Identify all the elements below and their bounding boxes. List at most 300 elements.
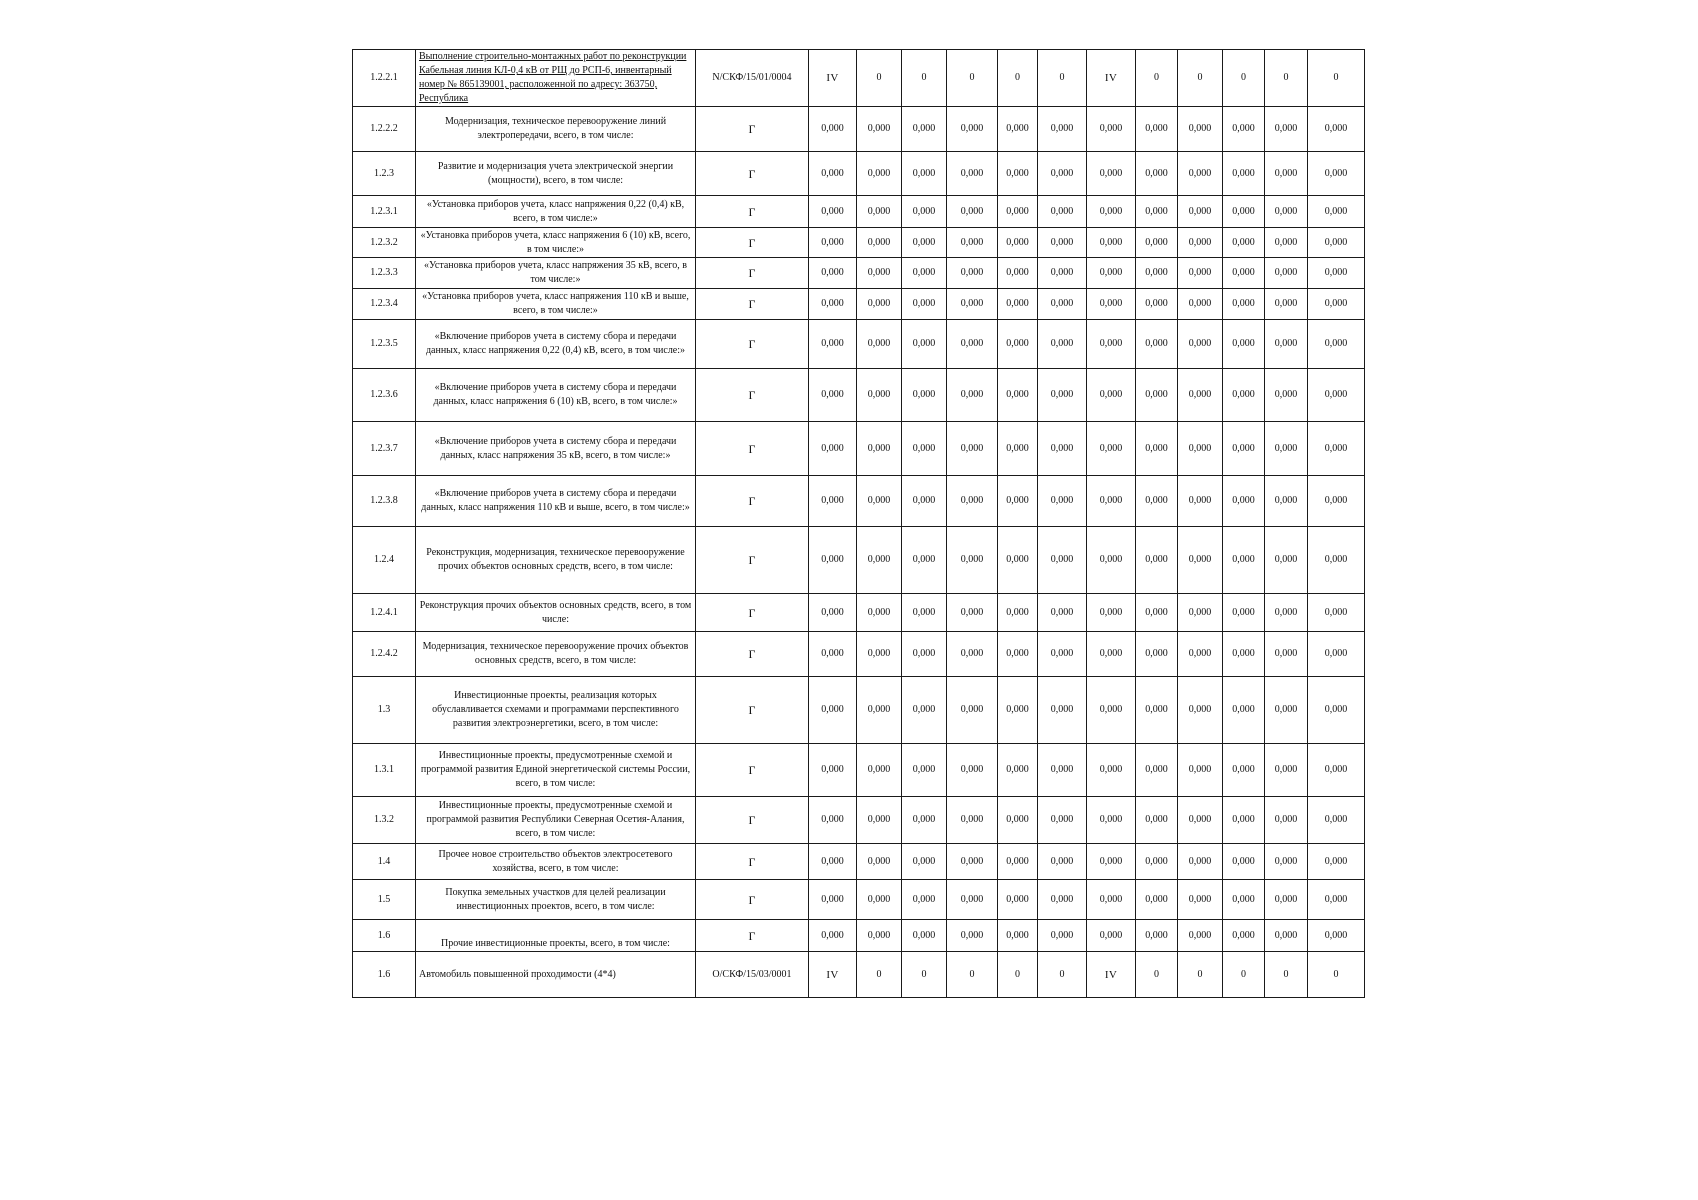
row-code: Г [696, 920, 809, 952]
value-cell: 0,000 [1308, 196, 1365, 228]
row-number: 1.2.3.7 [353, 422, 416, 476]
value-cell: 0,000 [902, 797, 947, 844]
row-code: Г [696, 289, 809, 320]
row-name: Инвестиционные проекты, предусмотренные схемой и программой развития Единой энергетической системы России, всего, в том числе: [416, 744, 696, 797]
value-cell: 0 [947, 50, 998, 107]
table-row [353, 744, 1365, 797]
value-cell: 0,000 [1038, 632, 1087, 677]
value-cell: 0,000 [1178, 196, 1223, 228]
value-cell: 0,000 [1087, 844, 1136, 880]
value-cell: 0,000 [1087, 677, 1136, 744]
value-cell: 0,000 [1136, 476, 1178, 527]
value-cell: 0,000 [902, 320, 947, 369]
value-cell: 0,000 [902, 744, 947, 797]
value-cell: 0,000 [1178, 289, 1223, 320]
value-cell: 0,000 [1178, 152, 1223, 196]
value-cell: 0,000 [1038, 228, 1087, 258]
table-row [353, 677, 1365, 744]
value-cell: 0,000 [1038, 369, 1087, 422]
value-cell: 0,000 [1223, 594, 1265, 632]
table-row [353, 152, 1365, 196]
value-cell: 0,000 [998, 228, 1038, 258]
value-cell: 0,000 [857, 594, 902, 632]
table-container [352, 49, 1364, 998]
value-cell: 0 [1223, 952, 1265, 998]
row-number: 1.3 [353, 677, 416, 744]
value-cell: 0,000 [1265, 844, 1308, 880]
value-cell: 0,000 [998, 320, 1038, 369]
table-row [353, 797, 1365, 844]
value-cell: 0,000 [1308, 632, 1365, 677]
row-code: Г [696, 196, 809, 228]
value-cell: 0,000 [1038, 476, 1087, 527]
value-cell: 0,000 [809, 476, 857, 527]
value-cell: 0,000 [809, 152, 857, 196]
row-number: 1.6 [353, 920, 416, 952]
value-cell: 0,000 [998, 527, 1038, 594]
row-name: Прочие инвестиционные проекты, всего, в том числе: [416, 920, 696, 952]
row-name: «Установка приборов учета, класс напряжения 6 (10) кВ, всего, в том числе:» [416, 228, 696, 258]
value-cell: 0,000 [1223, 744, 1265, 797]
value-cell: 0,000 [1265, 320, 1308, 369]
value-cell: 0,000 [1087, 258, 1136, 289]
value-cell: 0,000 [1265, 920, 1308, 952]
value-cell: 0,000 [857, 152, 902, 196]
value-cell: IV [1087, 952, 1136, 998]
row-name: Покупка земельных участков для целей реализации инвестиционных проектов, всего, в том числе: [416, 880, 696, 920]
value-cell: 0,000 [1265, 228, 1308, 258]
value-cell: 0,000 [809, 744, 857, 797]
table-row [353, 880, 1365, 920]
value-cell: 0,000 [1308, 258, 1365, 289]
value-cell: IV [809, 50, 857, 107]
value-cell: 0,000 [998, 920, 1038, 952]
row-number: 1.2.3.4 [353, 289, 416, 320]
value-cell: 0,000 [1308, 476, 1365, 527]
row-code: Г [696, 594, 809, 632]
row-number: 1.2.3.6 [353, 369, 416, 422]
value-cell: 0,000 [1178, 422, 1223, 476]
value-cell: 0,000 [857, 228, 902, 258]
value-cell: 0 [1308, 952, 1365, 998]
row-number: 1.2.3 [353, 152, 416, 196]
value-cell: 0,000 [857, 744, 902, 797]
value-cell: 0,000 [809, 797, 857, 844]
value-cell: 0,000 [947, 289, 998, 320]
value-cell: 0,000 [1178, 677, 1223, 744]
value-cell: 0,000 [1136, 594, 1178, 632]
value-cell: 0,000 [1136, 320, 1178, 369]
value-cell: 0 [1136, 50, 1178, 107]
value-cell: 0,000 [809, 594, 857, 632]
value-cell: 0,000 [1265, 107, 1308, 152]
value-cell: 0,000 [947, 320, 998, 369]
value-cell: 0,000 [1308, 527, 1365, 594]
value-cell: 0,000 [902, 422, 947, 476]
table-row [353, 369, 1365, 422]
value-cell: 0,000 [998, 880, 1038, 920]
table-row [353, 844, 1365, 880]
value-cell: 0,000 [998, 594, 1038, 632]
value-cell: 0,000 [902, 880, 947, 920]
value-cell: 0,000 [1038, 880, 1087, 920]
value-cell: 0,000 [1038, 920, 1087, 952]
value-cell: 0,000 [809, 196, 857, 228]
row-name: Инвестиционные проекты, реализация которых обуславливается схемами и программами перспективного развития электроэнергетики, всего, в том числе: [416, 677, 696, 744]
value-cell: 0,000 [1038, 422, 1087, 476]
value-cell: 0,000 [902, 632, 947, 677]
value-cell: 0,000 [1178, 632, 1223, 677]
row-number: 1.4 [353, 844, 416, 880]
value-cell: 0,000 [809, 228, 857, 258]
row-code: Г [696, 677, 809, 744]
value-cell: 0,000 [1223, 422, 1265, 476]
row-name: «Установка приборов учета, класс напряжения 0,22 (0,4) кВ, всего, в том числе:» [416, 196, 696, 228]
row-number: 1.2.3.1 [353, 196, 416, 228]
value-cell: 0,000 [1223, 880, 1265, 920]
row-code: N/СКФ/15/01/0004 [696, 50, 809, 107]
row-code: Г [696, 797, 809, 844]
value-cell: 0,000 [1223, 797, 1265, 844]
row-name: Автомобиль повышенной проходимости (4*4) [416, 952, 696, 998]
value-cell: 0,000 [1136, 152, 1178, 196]
value-cell: 0,000 [1178, 920, 1223, 952]
value-cell: 0 [902, 952, 947, 998]
row-number: 1.2.4.1 [353, 594, 416, 632]
value-cell: 0,000 [1308, 844, 1365, 880]
value-cell: 0,000 [1265, 422, 1308, 476]
value-cell: IV [809, 952, 857, 998]
row-name: «Установка приборов учета, класс напряжения 110 кВ и выше, всего, в том числе:» [416, 289, 696, 320]
row-number: 1.3.1 [353, 744, 416, 797]
value-cell: 0,000 [1265, 677, 1308, 744]
value-cell: 0 [947, 952, 998, 998]
table-row [353, 50, 1365, 107]
value-cell: 0,000 [857, 677, 902, 744]
value-cell: 0,000 [998, 258, 1038, 289]
value-cell: 0,000 [1136, 677, 1178, 744]
value-cell: 0,000 [1136, 369, 1178, 422]
value-cell: 0,000 [998, 289, 1038, 320]
row-number: 1.3.2 [353, 797, 416, 844]
value-cell: 0,000 [1178, 228, 1223, 258]
value-cell: 0,000 [1038, 152, 1087, 196]
value-cell: 0,000 [1308, 228, 1365, 258]
value-cell: 0,000 [857, 880, 902, 920]
value-cell: 0,000 [902, 228, 947, 258]
table-row [353, 422, 1365, 476]
value-cell: 0,000 [1087, 369, 1136, 422]
value-cell: 0 [1308, 50, 1365, 107]
value-cell: 0,000 [1136, 228, 1178, 258]
value-cell: 0,000 [1087, 594, 1136, 632]
value-cell: 0,000 [1087, 228, 1136, 258]
row-name: Модернизация, техническое перевооружение линий электропередачи, всего, в том числе: [416, 107, 696, 152]
row-code: Г [696, 744, 809, 797]
value-cell: 0,000 [1087, 320, 1136, 369]
value-cell: 0,000 [902, 289, 947, 320]
value-cell: 0,000 [1178, 320, 1223, 369]
value-cell: 0 [902, 50, 947, 107]
value-cell: 0,000 [1038, 320, 1087, 369]
row-code: Г [696, 527, 809, 594]
value-cell: 0,000 [1087, 107, 1136, 152]
value-cell: 0,000 [1178, 744, 1223, 797]
value-cell: 0,000 [902, 196, 947, 228]
value-cell: 0,000 [902, 107, 947, 152]
table-row [353, 920, 1365, 952]
value-cell: 0,000 [1087, 527, 1136, 594]
value-cell: 0,000 [1038, 258, 1087, 289]
row-name: Выполнение строительно-монтажных работ по реконструкции Кабельная линия КЛ-0,4 кВ от РЩ до РСП-6, инвентарный номер № 865139001, расположенной по адресу: 363750, Республика [416, 50, 696, 107]
value-cell: 0,000 [1265, 369, 1308, 422]
value-cell: 0,000 [809, 880, 857, 920]
value-cell: 0,000 [998, 152, 1038, 196]
value-cell: 0 [1223, 50, 1265, 107]
value-cell: 0 [1136, 952, 1178, 998]
row-code: Г [696, 476, 809, 527]
value-cell: 0,000 [857, 844, 902, 880]
value-cell: 0,000 [1136, 632, 1178, 677]
value-cell: 0,000 [1265, 632, 1308, 677]
row-number: 1.2.3.3 [353, 258, 416, 289]
row-name: «Включение приборов учета в систему сбора и передачи данных, класс напряжения 35 кВ, всего, в том числе:» [416, 422, 696, 476]
value-cell: 0 [857, 50, 902, 107]
row-code: Г [696, 369, 809, 422]
row-name: «Включение приборов учета в систему сбора и передачи данных, класс напряжения 110 кВ и выше, всего, в том числе:» [416, 476, 696, 527]
value-cell: 0,000 [947, 228, 998, 258]
value-cell: 0,000 [1087, 422, 1136, 476]
value-cell: 0,000 [1038, 744, 1087, 797]
value-cell: 0,000 [947, 196, 998, 228]
row-name: «Включение приборов учета в систему сбора и передачи данных, класс напряжения 6 (10) кВ, всего, в том числе:» [416, 369, 696, 422]
value-cell: 0,000 [857, 289, 902, 320]
value-cell: 0,000 [1136, 880, 1178, 920]
value-cell: 0,000 [1223, 228, 1265, 258]
value-cell: 0,000 [1265, 258, 1308, 289]
value-cell: 0,000 [1223, 527, 1265, 594]
value-cell: 0,000 [809, 677, 857, 744]
value-cell: 0,000 [1136, 422, 1178, 476]
value-cell: 0,000 [1178, 107, 1223, 152]
value-cell: 0,000 [1223, 476, 1265, 527]
value-cell: 0,000 [1178, 594, 1223, 632]
row-code: Г [696, 107, 809, 152]
value-cell: 0,000 [947, 744, 998, 797]
value-cell: 0,000 [1136, 289, 1178, 320]
table-body [353, 50, 1365, 998]
value-cell: 0,000 [857, 632, 902, 677]
value-cell: 0,000 [1265, 476, 1308, 527]
value-cell: 0,000 [809, 258, 857, 289]
value-cell: 0,000 [998, 677, 1038, 744]
value-cell: 0,000 [947, 422, 998, 476]
value-cell: 0,000 [1265, 797, 1308, 844]
value-cell: 0,000 [809, 527, 857, 594]
row-code: Г [696, 320, 809, 369]
row-name: Реконструкция, модернизация, техническое перевооружение прочих объектов основных средств, всего, в том числе: [416, 527, 696, 594]
value-cell: 0,000 [809, 289, 857, 320]
value-cell: 0,000 [1265, 289, 1308, 320]
value-cell: 0,000 [857, 258, 902, 289]
value-cell: 0,000 [857, 920, 902, 952]
value-cell: 0,000 [947, 369, 998, 422]
value-cell: 0,000 [1038, 289, 1087, 320]
value-cell: 0,000 [1308, 797, 1365, 844]
value-cell: 0,000 [857, 797, 902, 844]
value-cell: 0,000 [1178, 844, 1223, 880]
value-cell: 0,000 [998, 744, 1038, 797]
value-cell: 0,000 [998, 632, 1038, 677]
table-row [353, 196, 1365, 228]
value-cell: 0,000 [1223, 107, 1265, 152]
row-number: 1.2.3.2 [353, 228, 416, 258]
value-cell: 0,000 [1308, 107, 1365, 152]
value-cell: IV [1087, 50, 1136, 107]
value-cell: 0,000 [998, 369, 1038, 422]
value-cell: 0,000 [1087, 152, 1136, 196]
table-row [353, 320, 1365, 369]
row-name: Прочее новое строительство объектов электросетевого хозяйства, всего, в том числе: [416, 844, 696, 880]
row-code: Г [696, 880, 809, 920]
value-cell: 0,000 [1223, 289, 1265, 320]
value-cell: 0,000 [1308, 744, 1365, 797]
value-cell: 0,000 [1223, 677, 1265, 744]
value-cell: 0,000 [1178, 880, 1223, 920]
value-cell: 0,000 [1308, 677, 1365, 744]
value-cell: 0 [857, 952, 902, 998]
value-cell: 0,000 [947, 920, 998, 952]
value-cell: 0,000 [998, 107, 1038, 152]
row-name: «Установка приборов учета, класс напряжения 35 кВ, всего, в том числе:» [416, 258, 696, 289]
value-cell: 0,000 [947, 107, 998, 152]
row-code: Г [696, 422, 809, 476]
table-row [353, 107, 1365, 152]
row-number: 1.2.3.5 [353, 320, 416, 369]
value-cell: 0,000 [1038, 107, 1087, 152]
value-cell: 0,000 [1178, 527, 1223, 594]
value-cell: 0,000 [1038, 844, 1087, 880]
value-cell: 0,000 [1308, 320, 1365, 369]
value-cell: 0,000 [1136, 196, 1178, 228]
value-cell: 0,000 [902, 152, 947, 196]
row-code: Г [696, 152, 809, 196]
value-cell: 0,000 [809, 632, 857, 677]
row-number: 1.2.2.2 [353, 107, 416, 152]
row-name: Развитие и модернизация учета электрической энергии (мощности), всего, в том числе: [416, 152, 696, 196]
value-cell: 0,000 [1178, 476, 1223, 527]
row-name: Инвестиционные проекты, предусмотренные схемой и программой развития Республики Северная Осетия-Алания, всего, в том числе: [416, 797, 696, 844]
row-number: 1.5 [353, 880, 416, 920]
value-cell: 0,000 [902, 369, 947, 422]
value-cell: 0,000 [998, 476, 1038, 527]
value-cell: 0,000 [1087, 476, 1136, 527]
value-cell: 0,000 [902, 527, 947, 594]
value-cell: 0,000 [998, 196, 1038, 228]
value-cell: 0,000 [998, 422, 1038, 476]
table-row [353, 527, 1365, 594]
row-number: 1.6 [353, 952, 416, 998]
value-cell: 0 [1265, 50, 1308, 107]
row-number: 1.2.4.2 [353, 632, 416, 677]
value-cell: 0,000 [947, 677, 998, 744]
value-cell: 0 [1178, 50, 1223, 107]
value-cell: 0,000 [902, 844, 947, 880]
table-row [353, 258, 1365, 289]
value-cell: 0,000 [1038, 797, 1087, 844]
table-row [353, 952, 1365, 998]
table-row [353, 632, 1365, 677]
value-cell: 0,000 [947, 880, 998, 920]
row-number: 1.2.2.1 [353, 50, 416, 107]
value-cell: 0,000 [1223, 844, 1265, 880]
row-code: Г [696, 844, 809, 880]
row-name: Реконструкция прочих объектов основных средств, всего, в том числе: [416, 594, 696, 632]
value-cell: 0 [1038, 50, 1087, 107]
value-cell: 0,000 [947, 527, 998, 594]
value-cell: 0,000 [1136, 844, 1178, 880]
value-cell: 0,000 [809, 320, 857, 369]
value-cell: 0,000 [1265, 594, 1308, 632]
value-cell: 0 [1178, 952, 1223, 998]
row-code: Г [696, 632, 809, 677]
value-cell: 0,000 [1178, 369, 1223, 422]
value-cell: 0,000 [1136, 527, 1178, 594]
value-cell: 0,000 [1308, 880, 1365, 920]
value-cell: 0,000 [857, 476, 902, 527]
value-cell: 0,000 [947, 476, 998, 527]
value-cell: 0,000 [947, 844, 998, 880]
value-cell: 0,000 [857, 527, 902, 594]
value-cell: 0,000 [902, 677, 947, 744]
value-cell: 0,000 [1223, 196, 1265, 228]
row-code: О/СКФ/15/03/0001 [696, 952, 809, 998]
value-cell: 0,000 [947, 797, 998, 844]
value-cell: 0,000 [1136, 920, 1178, 952]
value-cell: 0,000 [1087, 880, 1136, 920]
value-cell: 0,000 [1038, 677, 1087, 744]
value-cell: 0,000 [947, 632, 998, 677]
value-cell: 0,000 [1265, 152, 1308, 196]
value-cell: 0 [1265, 952, 1308, 998]
table-row [353, 289, 1365, 320]
value-cell: 0,000 [1038, 527, 1087, 594]
value-cell: 0,000 [1223, 258, 1265, 289]
value-cell: 0,000 [809, 107, 857, 152]
value-cell: 0,000 [1087, 289, 1136, 320]
value-cell: 0 [998, 952, 1038, 998]
value-cell: 0,000 [1223, 920, 1265, 952]
value-cell: 0,000 [998, 797, 1038, 844]
value-cell: 0,000 [1265, 880, 1308, 920]
value-cell: 0 [1038, 952, 1087, 998]
table-row [353, 228, 1365, 258]
value-cell: 0,000 [1136, 797, 1178, 844]
value-cell: 0,000 [1136, 258, 1178, 289]
value-cell: 0,000 [1265, 527, 1308, 594]
row-name: «Включение приборов учета в систему сбора и передачи данных, класс напряжения 0,22 (0,4) кВ, всего, в том числе:» [416, 320, 696, 369]
value-cell: 0,000 [1087, 632, 1136, 677]
value-cell: 0,000 [1223, 369, 1265, 422]
value-cell: 0,000 [1038, 196, 1087, 228]
value-cell: 0,000 [947, 594, 998, 632]
value-cell: 0 [998, 50, 1038, 107]
value-cell: 0,000 [902, 920, 947, 952]
value-cell: 0,000 [1178, 258, 1223, 289]
value-cell: 0,000 [857, 320, 902, 369]
value-cell: 0,000 [857, 107, 902, 152]
table-row [353, 476, 1365, 527]
